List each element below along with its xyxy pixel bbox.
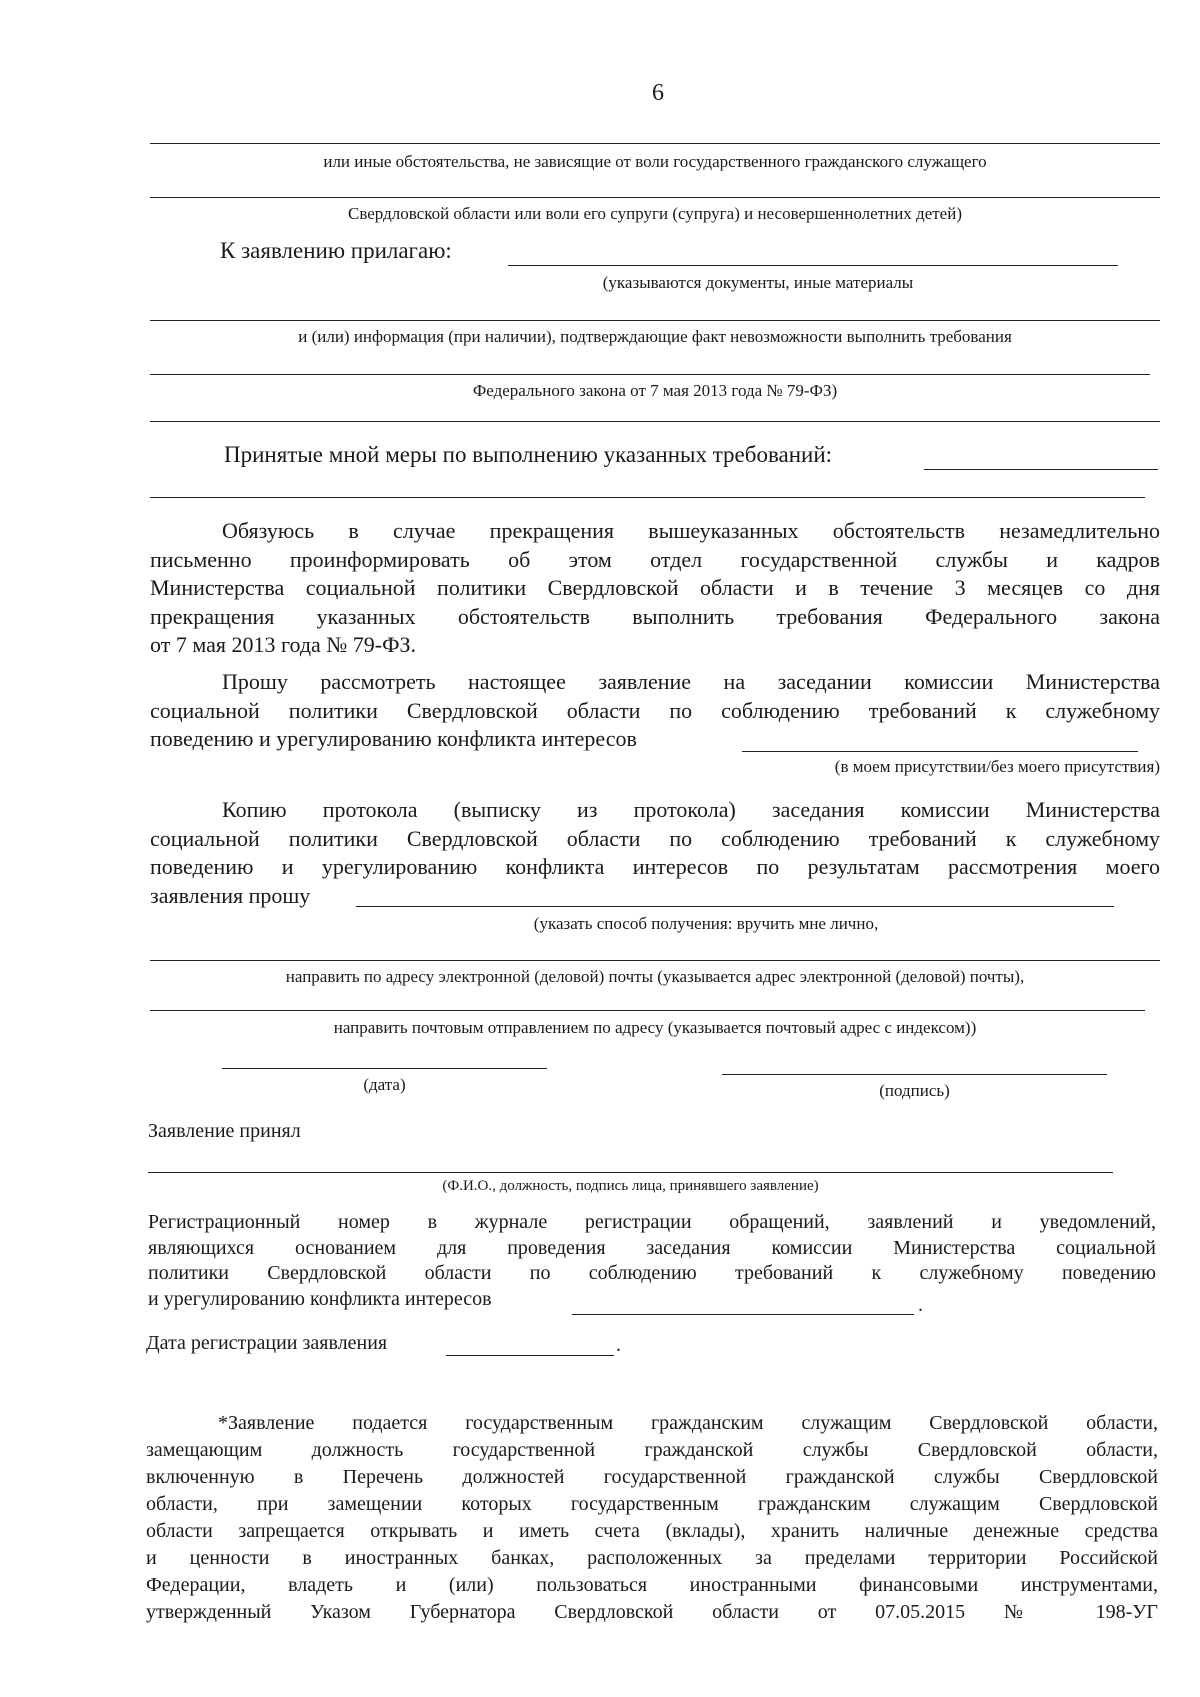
attach-input-line[interactable] [508,265,1118,266]
form-line [150,143,1160,144]
text-line: Министерства социальной политики Свердловской области и в течение 3 месяцев со дня [150,575,1160,600]
footnote-paragraph [146,1410,1158,1626]
date-input-line[interactable] [222,1068,547,1069]
text-line: поведению и урегулированию конфликта интересов [150,726,637,751]
page-number: 6 [652,80,664,106]
accepted-label: Заявление принял [148,1120,301,1142]
form-line[interactable] [150,497,1145,498]
text-line: и урегулированию конфликта интересов [148,1287,492,1310]
text-line: Прошу рассмотреть настоящее заявление на заседании комиссии Министерства [222,669,1160,694]
caption-email: направить по адресу электронной (деловой) почты (указывается адрес электронной (деловой) почты), [285,967,1025,986]
caption-federal-law: Федерального закона от 7 мая 2013 года № 79-ФЗ) [472,381,838,400]
text-line: области запрещается открывать и иметь счета (вклады), хранить наличные денежные средства [146,1520,1158,1542]
attach-label: К заявлению прилагаю: [220,238,452,263]
text-line: Копию протокола (выписку из протокола) заседания комиссии Министерства [222,797,1160,822]
form-line[interactable] [150,421,1160,422]
text-line: *Заявление подается государственным гражданским служащим Свердловской области, [218,1412,1158,1434]
text-line: области, при замещении которых государственным гражданским служащим Свердловской [146,1493,1158,1515]
signature-input-line[interactable] [722,1074,1107,1075]
text-line: замещающим должность государственной гражданской службы Свердловской области, [146,1439,1158,1461]
text-line: письменно проинформировать об этом отдел государственной службы и кадров [150,546,1160,572]
registration-number-input-line[interactable] [572,1314,914,1315]
accepted-input-line[interactable] [148,1172,1113,1173]
period-mark: . [918,1294,923,1316]
caption-presence: (в моем присутствии/без моего присутствия) [834,757,1160,776]
registration-date-input-line[interactable] [446,1355,614,1356]
caption-date: (дата) [363,1075,406,1094]
caption-circumstances: или иные обстоятельства, не зависящие от воли государственного гражданского служащего [323,152,987,171]
delivery-input-line[interactable] [356,906,1114,907]
form-line[interactable] [150,1010,1145,1011]
text-line: утвержденный Указом Губернатора Свердловской области от 07.05.2015 № 198-УГ [146,1601,1158,1623]
caption-postal: направить почтовым отправлением по адресу (указывается почтовый адрес с индексом)) [333,1018,977,1037]
form-line[interactable] [150,960,1160,961]
text-line: политики Свердловской области по соблюдению требований к служебному поведению [148,1262,1156,1284]
copy-paragraph [150,796,1160,910]
text-line: являющихся основанием для проведения заседания комиссии Министерства социальной [148,1236,1156,1259]
registration-paragraph [148,1210,1156,1312]
period-mark: . [616,1334,621,1356]
text-line: и ценности в иностранных банках, расположенных за пределами территории Российской [146,1547,1158,1569]
text-line: социальной политики Свердловской области по соблюдению требований к служебному [150,825,1160,851]
text-line: включенную в Перечень должностей государственной гражданской службы Свердловской [146,1466,1158,1488]
caption-signature: (подпись) [879,1081,950,1100]
caption-delivery-method: (указать способ получения: вручить мне лично, [533,914,879,933]
text-line: Федерации, владеть и (или) пользоваться иностранными финансовыми инструментами, [146,1574,1158,1596]
caption-documents: (указываются документы, иные материалы [602,273,914,292]
text-line: заявления прошу [150,882,311,908]
text-line: поведению и урегулированию конфликта интересов по результатам рассмотрения моего [150,854,1160,879]
text-line: от 7 мая 2013 года № 79-ФЗ. [150,632,416,657]
text-line: социальной политики Свердловской области по соблюдению требований к служебному [150,697,1160,723]
text-line: Обязуюсь в случае прекращения вышеуказанных обстоятельств незамедлительно [222,518,1160,543]
request-paragraph [150,668,1160,754]
text-line: прекращения указанных обстоятельств выполнить требования Федерального закона [150,603,1160,629]
caption-information: и (или) информация (при наличии), подтверждающие факт невозможности выполнить требования [298,327,1012,346]
form-line[interactable] [150,320,1160,321]
text-line: Регистрационный номер в журнале регистрации обращений, заявлений и уведомлений, [148,1211,1156,1233]
caption-spouse: Свердловской области или воли его супруги (супруга) и несовершеннолетних детей) [348,204,962,223]
form-line[interactable] [150,374,1150,375]
caption-accepted: (Ф.И.О., должность, подпись лица, принявшего заявление) [442,1178,819,1194]
presence-input-line[interactable] [742,751,1138,752]
registration-date-label: Дата регистрации заявления [146,1332,388,1354]
measures-label: Принятые мной меры по выполнению указанных требований: [224,442,833,467]
commitment-paragraph [150,517,1160,660]
measures-input-line[interactable] [924,469,1158,470]
form-line [150,197,1160,198]
